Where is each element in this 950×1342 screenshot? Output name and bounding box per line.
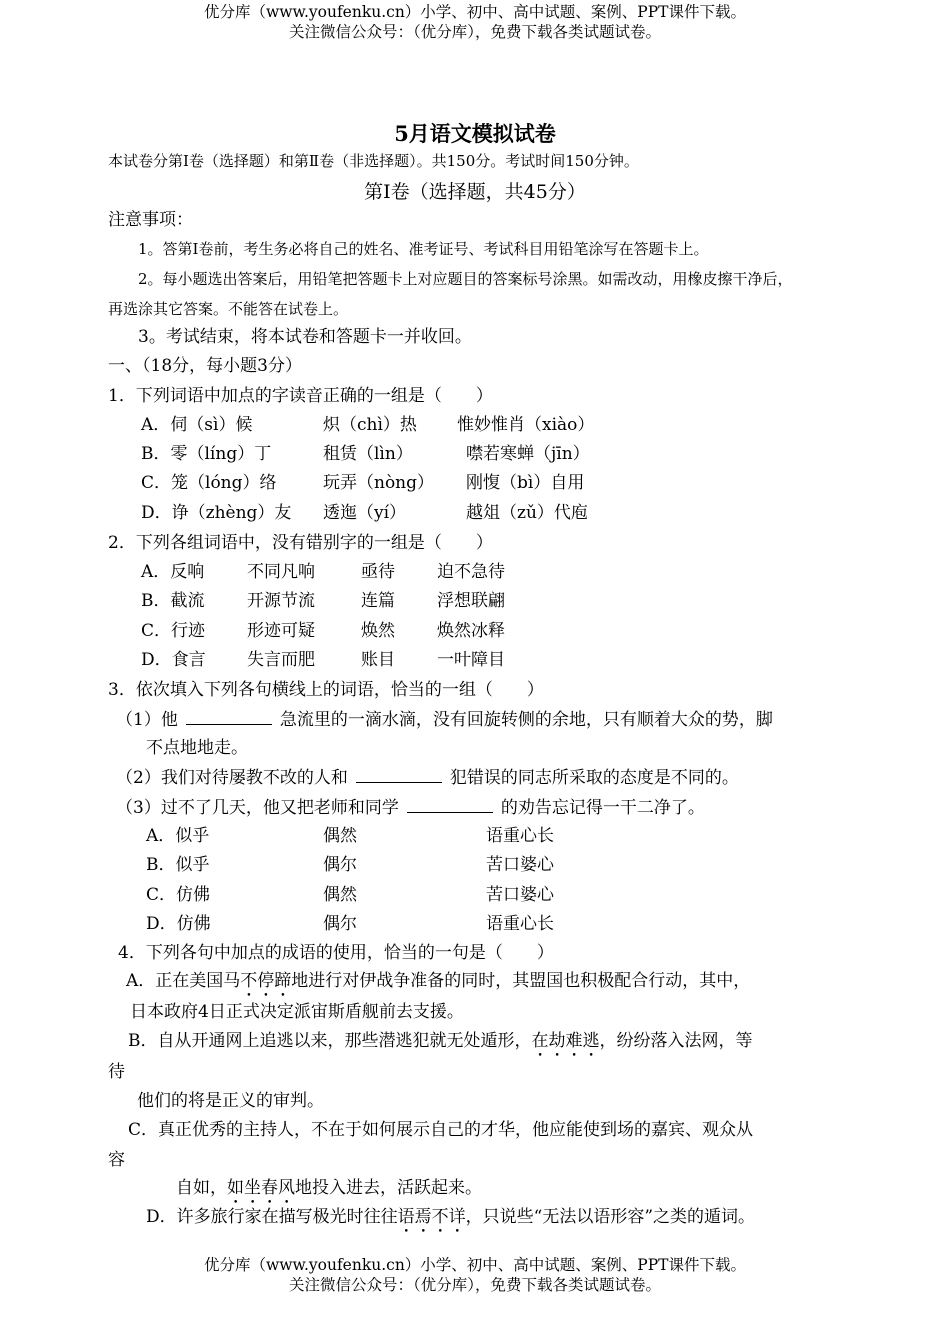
q1-option-c-3: 刚愎（bì）自用 — [466, 473, 585, 493]
q4-option-c-wrap: 容 — [108, 1150, 125, 1170]
q2-option-c-2: 形迹可疑 — [247, 621, 315, 641]
q1-option-a-3: 惟妙惟肖（xiào） — [457, 415, 595, 435]
q3-s3-pre: （3）过不了几天，他又把老师和同学 — [116, 798, 399, 818]
q1-option-b-2: 租赁（lìn） — [323, 444, 413, 464]
q4-d-post: ，只说些“无法以语形容”之类的遁词。 — [465, 1207, 756, 1227]
q1-option-b-1: B．零（líng）丁 — [141, 444, 272, 464]
q4-c-pre: 自如， — [176, 1178, 227, 1198]
q2-option-d-2: 失言而肥 — [247, 650, 315, 670]
q4-option-b — [128, 1030, 753, 1061]
q3-stem: 3．依次填入下列各句横线上的词语，恰当的一组（ ） — [108, 680, 544, 700]
q2-option-a-4: 迫不急待 — [437, 562, 505, 582]
q1-option-c-1: C．笼（lóng）络 — [141, 473, 277, 493]
q2-stem: 2．下列各组词语中，没有错别字的一组是（ ） — [108, 533, 493, 553]
q2-option-c-4: 焕然冰释 — [437, 621, 505, 641]
q3-blank-1 — [186, 708, 272, 725]
q4-b-idiom: 在劫难逃 — [531, 1031, 600, 1051]
q3-option-a-3: 语重心长 — [486, 826, 554, 846]
q2-option-c-1: C．行迹 — [141, 621, 206, 641]
q3-blank-2 — [356, 766, 442, 783]
q3-option-a-1: A．似乎 — [146, 826, 210, 846]
note-2: 2。每小题选出答案后，用铅笔把答题卡上对应题目的答案标号涂黑。如需改动，用橡皮擦干净后， — [138, 270, 793, 288]
q4-option-b-cont: 他们的将是正义的审判。 — [137, 1091, 324, 1111]
q4-a-idiom: 不停蹄 — [240, 971, 292, 991]
q3-sentence-1-cont: 不点地地走。 — [146, 738, 248, 758]
q4-a-pre: A．正在美国马 — [126, 971, 241, 991]
q4-option-c: C．真正优秀的主持人，不在于如何展示自己的才华，他应能使到场的嘉宾、观众从 — [128, 1120, 754, 1140]
q4-stem: 4．下列各句中加点的成语的使用，恰当的一句是（ ） — [118, 943, 554, 963]
q4-option-c-cont — [176, 1177, 482, 1208]
q3-option-b-2: 偶尔 — [323, 855, 357, 875]
q2-option-a-1: A．反响 — [141, 562, 205, 582]
q2-option-b-1: B．截流 — [141, 591, 205, 611]
q2-option-a-2: 不同凡响 — [247, 562, 315, 582]
q1-stem: 1．下列词语中加点的字读音正确的一组是（ ） — [108, 386, 493, 406]
q3-option-c-1: C．仿佛 — [146, 885, 211, 905]
q4-d-idiom: 语焉不详 — [397, 1207, 466, 1227]
q2-option-c-3: 焕然 — [361, 621, 395, 641]
q3-sentence-1 — [116, 708, 773, 731]
q2-option-d-3: 账目 — [361, 650, 395, 670]
q4-b-post: ，纷纷落入法网，等 — [599, 1031, 753, 1051]
q3-option-b-3: 苦口婆心 — [486, 855, 554, 875]
footer-line-2: 关注微信公众号：（优分库），免费下载各类试题试卷。 — [288, 1276, 661, 1294]
q3-s1-post: 急流里的一滴水滴，没有回旋转侧的余地，只有顺着大众的势，脚 — [279, 710, 773, 730]
q3-blank-3 — [407, 796, 493, 813]
q3-s2-post: 犯错误的同志所采取的态度是不同的。 — [449, 768, 739, 788]
note-2-cont: 再选涂其它答案。不能答在试卷上。 — [108, 300, 349, 318]
q3-option-c-3: 苦口婆心 — [486, 885, 554, 905]
q4-option-a — [126, 970, 750, 1001]
q3-s1-pre: （1）他 — [116, 710, 178, 730]
q4-b-pre: B．自从开通网上追逃以来，那些潜逃犯就无处遁形， — [128, 1031, 532, 1051]
q3-option-b-1: B．似乎 — [146, 855, 210, 875]
q2-option-b-3: 连篇 — [361, 591, 395, 611]
q3-sentence-3 — [116, 796, 705, 819]
q2-option-b-2: 开源节流 — [247, 591, 315, 611]
q4-d-pre: D．许多旅行家在描写极光时往往 — [146, 1207, 398, 1227]
section-1-heading: 一、（18分，每小题3分） — [108, 356, 302, 376]
q1-option-a-1: A．伺（sì）候 — [141, 415, 253, 435]
q3-option-d-1: D．仿佛 — [146, 914, 211, 934]
q1-option-b-3: 噤若寒蝉（jīn） — [466, 444, 590, 464]
q4-c-post: 地投入进去，活跃起来。 — [295, 1178, 482, 1198]
q2-option-a-3: 亟待 — [361, 562, 395, 582]
intro-text: 本试卷分第Ⅰ卷（选择题）和第Ⅱ卷（非选择题）。共150分。考试时间150分钟。 — [108, 152, 639, 170]
q3-s3-post: 的劝告忘记得一干二净了。 — [500, 798, 705, 818]
q3-s2-pre: （2）我们对待屡教不改的人和 — [116, 768, 348, 788]
q1-option-d-1: D．诤（zhèng）友 — [141, 503, 292, 523]
q4-option-d — [146, 1206, 755, 1237]
q2-option-d-4: 一叶障目 — [437, 650, 505, 670]
q3-option-d-3: 语重心长 — [486, 914, 554, 934]
q1-option-d-3: 越俎（zǔ）代庖 — [466, 503, 588, 523]
q4-a-post: 地进行对伊战争准备的同时，其盟国也积极配合行动，其中， — [291, 971, 751, 991]
q4-option-a-cont: 日本政府4日正式决定派宙斯盾舰前去支援。 — [130, 1002, 464, 1022]
note-3: 3。考试结束，将本试卷和答题卡一并收回。 — [138, 327, 472, 347]
header-line-2: 关注微信公众号：（优分库），免费下载各类试题试卷。 — [288, 23, 661, 41]
q4-option-b-wrap: 待 — [108, 1062, 125, 1082]
q2-option-d-1: D．食言 — [141, 650, 206, 670]
footer-line-1: 优分库（www.youfenku.cn）小学、初中、高中试题、案例、PPT课件下载。 — [203, 1256, 747, 1274]
q1-option-a-2: 炽（chì）热 — [323, 415, 417, 435]
q1-option-c-2: 玩弄（nòng） — [323, 473, 435, 493]
q3-option-c-2: 偶然 — [323, 885, 357, 905]
q4-c-idiom: 如坐春风 — [227, 1178, 295, 1198]
header-line-1: 优分库（www.youfenku.cn）小学、初中、高中试题、案例、PPT课件下载。 — [203, 3, 747, 21]
q2-option-b-4: 浮想联翩 — [437, 591, 505, 611]
q1-option-d-2: 透迤（yí） — [323, 503, 407, 523]
q3-option-a-2: 偶然 — [323, 826, 357, 846]
q3-sentence-2 — [116, 766, 739, 789]
page-title: 5月语文模拟试卷 — [394, 121, 556, 146]
note-1: 1。答第Ⅰ卷前，考生务必将自己的姓名、准考证号、考试科目用铅笔涂写在答题卡上。 — [138, 240, 709, 258]
q3-option-d-2: 偶尔 — [323, 914, 357, 934]
notes-heading: 注意事项： — [108, 210, 193, 230]
volume-title: 第Ⅰ卷（选择题，共45分） — [364, 181, 586, 203]
